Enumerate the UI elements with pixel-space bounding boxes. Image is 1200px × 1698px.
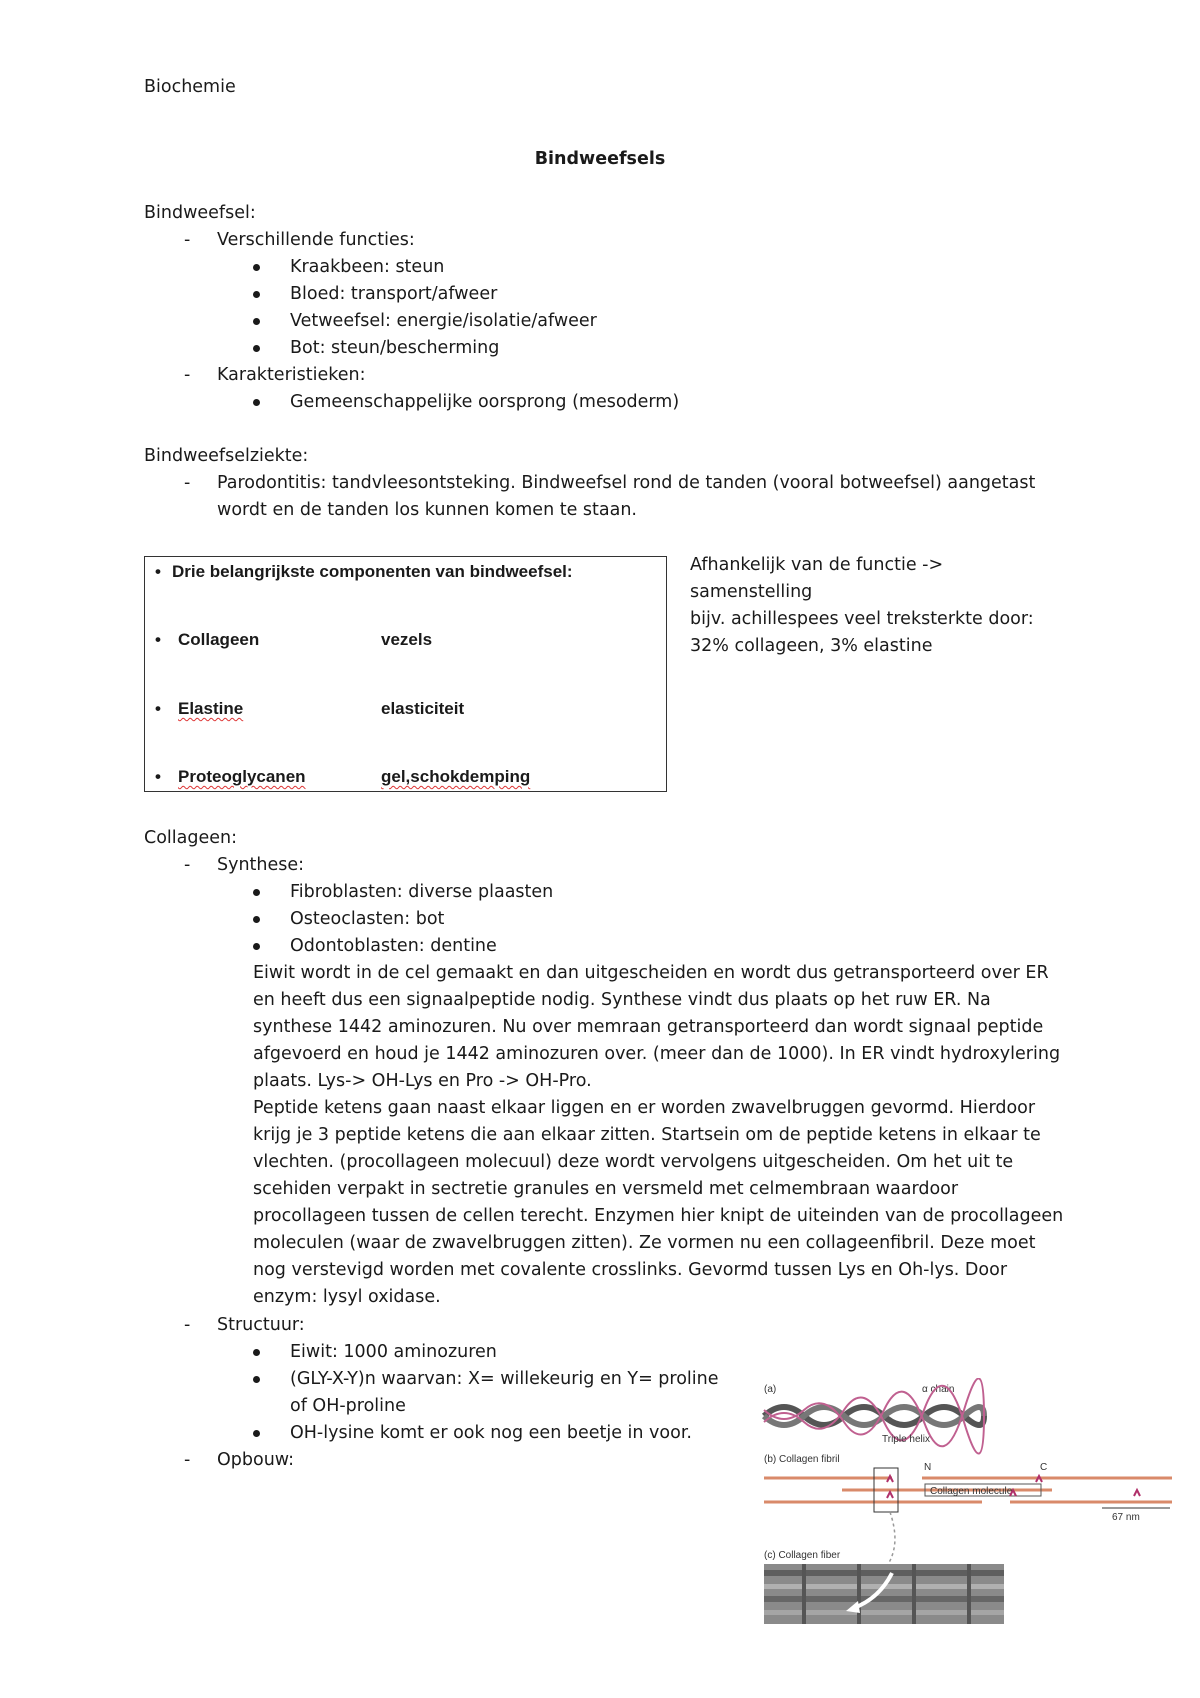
bullet-icon: •: [155, 630, 161, 649]
list-item: OH-lysine komt er ook nog een beetje in voor.: [290, 1423, 692, 1443]
characteristics-label: Karakteristieken:: [217, 365, 366, 385]
collagen-molecule-label: Collagen molecule: [930, 1486, 1013, 1497]
bullet-icon: [253, 1430, 260, 1437]
bullet-icon: [253, 345, 260, 352]
list-item: Odontoblasten: dentine: [290, 936, 497, 956]
component-name: Proteoglycanen: [178, 767, 306, 786]
collagen-fiber-micrograph: [764, 1564, 1004, 1624]
dash-marker: -: [184, 1450, 191, 1470]
list-item: Gemeenschappelijke oorsprong (mesoderm): [290, 392, 680, 412]
list-item: Osteoclasten: bot: [290, 909, 445, 929]
bullet-icon: [253, 318, 260, 325]
component-name: Elastine: [178, 699, 244, 718]
bullet-icon: [253, 1376, 260, 1383]
collagen-structure-figure: [762, 1378, 1182, 1630]
n-terminus-label: N: [924, 1462, 932, 1473]
component-property: elasticiteit: [381, 699, 465, 718]
functions-label: Verschillende functies:: [217, 230, 415, 250]
component-property: gel,schokdemping: [381, 767, 531, 786]
list-item-cont: of OH-proline: [290, 1396, 406, 1416]
synthese-paragraphs: [253, 960, 1073, 1311]
side-note-line: bijv. achillespees veel treksterkte door:: [690, 609, 1034, 629]
dash-marker: -: [184, 230, 191, 250]
side-note: [690, 552, 1034, 660]
bullet-icon: •: [155, 767, 161, 786]
dash-marker: -: [184, 855, 191, 875]
synthese-paragraph-2: Peptide ketens gaan naast elkaar liggen en er worden zwavelbruggen gevormd. Hierdoor krijg je 3 peptide ketens die aan elkaar zitten. Startsein om de peptide ketens in elkaar te vlechten. (procollageen molecuul) deze wordt vervolgens uitgescheiden. Om het uit te scehiden verpakt in sectretie granules en versmeld met celmembraan waardoor procollageen tussen de cellen terecht. Enzymen hier knipt de uiteinden van de procollageen moleculen (waar de zwavelbruggen zitten). Ze vormen nu een collageenfibril. Deze moet nog verstevigd worden met covalente crosslinks. Gevormd tussen Lys en Oh-lys. Door enzym: lysyl oxidase.: [253, 1098, 1064, 1307]
dash-marker: -: [184, 1315, 191, 1335]
side-note-line: samenstelling: [690, 582, 813, 602]
parodontitis-text: Parodontitis: tandvleesontsteking. Bindweefsel rond de tanden (vooral botweefsel) aangetast: [217, 473, 1036, 493]
section-heading-collageen: Collageen:: [144, 828, 238, 848]
bullet-icon: [253, 943, 260, 950]
list-item: Fibroblasten: diverse plaasten: [290, 882, 554, 902]
dash-marker: -: [184, 365, 191, 385]
parodontitis-text-cont: wordt en de tanden los kunnen komen te staan.: [217, 500, 637, 520]
c-terminus-label: C: [1040, 1462, 1048, 1473]
alpha-chain-label: α chain: [922, 1384, 955, 1395]
list-item: (GLY-X-Y)n waarvan: X= willekeurig en Y= proline: [290, 1369, 719, 1389]
distance-67nm-label: 67 nm: [1112, 1512, 1140, 1523]
component-property: vezels: [381, 630, 433, 649]
bullet-icon: [253, 1349, 260, 1356]
section-heading-bindweefsel: Bindweefsel:: [144, 203, 256, 223]
list-item: Bloed: transport/afweer: [290, 284, 498, 304]
opbouw-label: Opbouw:: [217, 1450, 295, 1470]
structuur-label: Structuur:: [217, 1315, 305, 1335]
bullet-icon: [253, 916, 260, 923]
bullet-icon: [253, 291, 260, 298]
list-item: Vetweefsel: energie/isolatie/afweer: [290, 311, 597, 331]
list-item: Bot: steun/bescherming: [290, 338, 500, 358]
component-name: Collageen: [178, 630, 260, 649]
figure-label-b: (b) Collagen fibril: [764, 1454, 840, 1465]
bullet-icon: •: [155, 699, 161, 718]
side-note-line: 32% collageen, 3% elastine: [690, 636, 933, 656]
components-box: [144, 556, 667, 792]
course-header: Biochemie: [144, 77, 236, 97]
bullet-icon: [253, 264, 260, 271]
dash-marker: -: [184, 473, 191, 493]
section-heading-ziekte: Bindweefselziekte:: [144, 446, 309, 466]
page-title: Bindweefsels: [534, 149, 666, 169]
synthese-paragraph-1: Eiwit wordt in de cel gemaakt en dan uitgescheiden en wordt dus getransporteerd over ER en heeft dus een signaalpeptide nodig. Synthese vindt dus plaats op het ruw ER. Na synthese 1442 aminozuren. Nu over memraan getransporteerd dan wordt signaal peptide afgevoerd en houd je 1442 aminozuren over. (meer dan de 1000). In ER vindt hydroxylering plaats. Lys-> OH-Lys en Pro -> OH-Pro.: [253, 963, 1061, 1091]
triple-helix-label: Triple helix: [882, 1434, 930, 1445]
figure-label-a: (a): [764, 1384, 777, 1395]
bullet-icon: •: [155, 562, 161, 581]
list-item: Eiwit: 1000 aminozuren: [290, 1342, 497, 1362]
side-note-line: Afhankelijk van de functie ->: [690, 555, 944, 575]
bullet-icon: [253, 889, 260, 896]
synthese-label: Synthese:: [217, 855, 305, 875]
list-item: Kraakbeen: steun: [290, 257, 445, 277]
figure-label-c: (c) Collagen fiber: [764, 1550, 841, 1561]
components-heading: Drie belangrijkste componenten van bindweefsel:: [172, 562, 573, 581]
bullet-icon: [253, 399, 260, 406]
